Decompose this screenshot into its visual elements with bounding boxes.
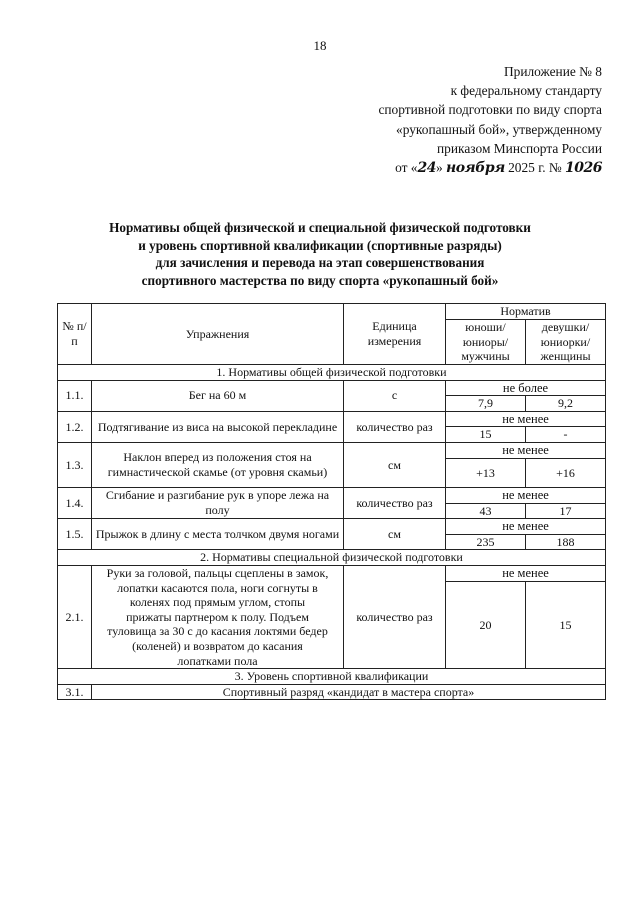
row-num: 1.3. bbox=[58, 442, 92, 487]
section-1-title: 1. Нормативы общей физической подготовки bbox=[58, 365, 606, 381]
section-row bbox=[58, 365, 606, 381]
row-female-value: 15 bbox=[526, 582, 606, 669]
row-male-value: 15 bbox=[446, 427, 526, 443]
section-row bbox=[58, 550, 606, 566]
row-unit: количество раз bbox=[344, 565, 446, 668]
title-line: и уровень спортивной квалификации (спортивные разряды) bbox=[138, 237, 502, 253]
norms-table bbox=[57, 303, 606, 700]
row-female-value: 17 bbox=[526, 503, 606, 519]
header-unit: Единица измерения bbox=[344, 304, 446, 365]
row-female-value: +16 bbox=[526, 458, 606, 487]
row-condition: не менее bbox=[446, 487, 606, 503]
appendix-line: к федеральному стандарту bbox=[450, 83, 602, 99]
row-male-value: 235 bbox=[446, 534, 526, 550]
row-unit: с bbox=[344, 380, 446, 411]
table-row bbox=[58, 565, 606, 581]
title-line: для зачисления и перевода на этап совершенствования bbox=[155, 255, 485, 271]
date-month: ноября bbox=[446, 160, 505, 177]
row-exercise: Подтягивание из виса на высокой перекладине bbox=[92, 411, 344, 442]
table-row bbox=[58, 380, 606, 396]
row-male-value: +13 bbox=[446, 458, 526, 487]
row-unit: см bbox=[344, 519, 446, 550]
row-male-value: 43 bbox=[446, 503, 526, 519]
table-row bbox=[58, 442, 606, 458]
row-unit: количество раз bbox=[344, 487, 446, 518]
section-2-title: 2. Нормативы специальной физической подготовки bbox=[58, 550, 606, 566]
row-num: 1.2. bbox=[58, 411, 92, 442]
row-condition: не более bbox=[446, 380, 606, 396]
date-prefix: от « bbox=[395, 160, 418, 176]
row-female-value: 9,2 bbox=[526, 396, 606, 412]
row-male-value: 7,9 bbox=[446, 396, 526, 412]
table-row bbox=[58, 411, 606, 427]
row-exercise: Руки за головой, пальцы сцеплены в замок, лопатки касаются пола, ноги согнуты в коленях под прямым углом, стопы прижаты партнером к полу. Подъем туловища за 30 с до касания локтями бедер (коленей) и возвратом до касания лопатками пола bbox=[92, 565, 344, 668]
header-num: № п/п bbox=[58, 304, 92, 365]
date-year: 2025 г. № bbox=[504, 160, 566, 176]
row-exercise: Наклон вперед из положения стоя на гимнастической скамье (от уровня скамьи) bbox=[92, 442, 344, 487]
title-line: Нормативы общей физической и специальной физической подготовки bbox=[109, 220, 531, 235]
row-female-value: - bbox=[526, 427, 606, 443]
header-exercise: Упражнения bbox=[92, 304, 344, 365]
row-num: 2.1. bbox=[58, 565, 92, 668]
header-row bbox=[58, 304, 606, 320]
table-row bbox=[58, 487, 606, 503]
row-num: 1.5. bbox=[58, 519, 92, 550]
table-row bbox=[58, 684, 606, 700]
appendix-line: Приложение № 8 bbox=[503, 64, 602, 79]
document-title bbox=[40, 219, 600, 289]
date-day: 24 bbox=[417, 160, 436, 177]
row-female-value: 188 bbox=[526, 534, 606, 550]
section-row bbox=[58, 669, 606, 685]
appendix-line: «рукопашный бой», утвержденному bbox=[396, 121, 602, 137]
row-num: 1.1. bbox=[58, 380, 92, 411]
row-condition: не менее bbox=[446, 411, 606, 427]
row-unit: количество раз bbox=[344, 411, 446, 442]
row-unit: см bbox=[344, 442, 446, 487]
header-female: девушки/ юниорки/ женщины bbox=[526, 319, 606, 364]
row-exercise: Прыжок в длину с места толчком двумя ногами bbox=[92, 519, 344, 550]
row-condition: не менее bbox=[446, 442, 606, 458]
row-exercise: Сгибание и разгибание рук в упоре лежа на полу bbox=[92, 487, 344, 518]
row-condition: не менее bbox=[446, 519, 606, 535]
appendix-line: приказом Минспорта России bbox=[437, 140, 602, 156]
table-row bbox=[58, 519, 606, 535]
order-number: 1026 bbox=[565, 160, 602, 177]
date-mid: » bbox=[435, 160, 447, 176]
header-norm: Норматив bbox=[446, 304, 606, 320]
title-line: спортивного мастерства по виду спорта «рукопашный бой» bbox=[141, 272, 499, 288]
row-exercise: Бег на 60 м bbox=[92, 380, 344, 411]
row-num: 1.4. bbox=[58, 487, 92, 518]
row-male-value: 20 bbox=[446, 582, 526, 669]
row-num: 3.1. bbox=[58, 684, 92, 700]
row-qualification: Спортивный разряд «кандидат в мастера спорта» bbox=[92, 684, 606, 700]
header-male: юноши/ юниоры/ мужчины bbox=[446, 319, 526, 364]
section-3-title: 3. Уровень спортивной квалификации bbox=[58, 669, 606, 685]
appendix-line: спортивной подготовки по виду спорта bbox=[378, 102, 602, 118]
order-date-line bbox=[302, 158, 602, 178]
page-number: 18 bbox=[313, 38, 327, 53]
row-condition: не менее bbox=[446, 565, 606, 581]
appendix-block bbox=[302, 62, 602, 178]
